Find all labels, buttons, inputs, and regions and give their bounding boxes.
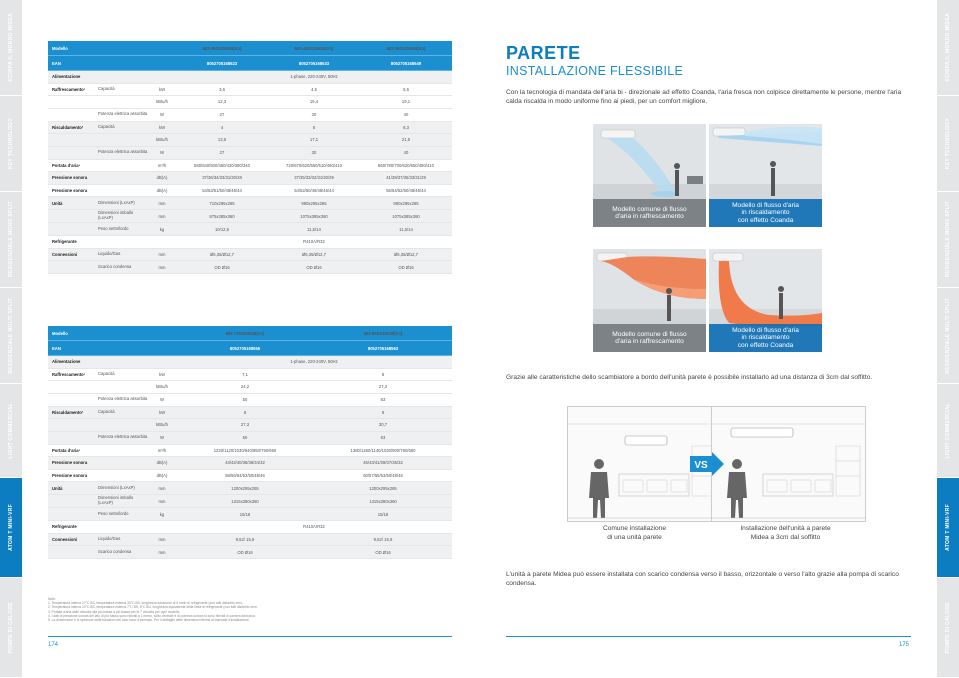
table-row [48, 369, 452, 382]
table-row [48, 457, 452, 470]
ean-code: 8052705168549 [390, 60, 422, 66]
row-value: 860/780/700/620/550/480/410 [378, 162, 434, 168]
photo-heating-coanda [709, 249, 822, 352]
sidebar-left-tab[interactable]: LIGHT COMMERCIAL [0, 384, 22, 478]
row-group-label: Alimentazione [52, 359, 81, 365]
row-value: 45/43/41/39/37/35/32 [363, 460, 403, 466]
row-value: 37/35/33/32/31/30/29 [294, 175, 334, 181]
table-row [48, 445, 452, 458]
install-paragraph: Grazie alle caratteristiche dello scambiatore a bordo dell'unità parete è possibile installarlo ad una distanza di 3cm dal soffitto. [506, 374, 873, 381]
model-name: MI2-71DGDN1B(A1) [225, 330, 265, 336]
row-unit: dB(A) [156, 460, 168, 466]
page-divider-right [506, 636, 911, 637]
row-unit: W [160, 397, 164, 402]
row-value: 9 [381, 409, 385, 415]
row-value-span: R410A/R32 [303, 239, 325, 245]
intro-paragraph: Con la tecnologia di mandata dell'aria bi - direzionale ad effetto Coanda, l'aria fresca non colpisce direttamente le persone, mentre l'aria calda riscalda in modo uniforme fino ai piedi, per un comfort migliore. [506, 89, 902, 105]
row-value: 15/18 [377, 511, 389, 517]
row-sub-label: Capacità [98, 85, 115, 91]
row-value: Ø6,35/Ø12,7 [210, 251, 234, 257]
row-group-label: Refrigerante [52, 239, 77, 245]
row-sub-label: Liquido/Gas [98, 250, 121, 256]
row-value: 13,6 [217, 137, 227, 143]
table-row [48, 172, 452, 185]
table-row [48, 147, 452, 160]
row-value: 580/540/500/460/420/380/340 [194, 162, 250, 168]
sidebar-left-tab[interactable]: RESIDENZIALE MONO SPLIT [0, 192, 22, 288]
ean-code: 8052705168563 [367, 345, 399, 351]
row-value: 30,7 [378, 422, 388, 428]
sidebar-right-tab[interactable]: KEY TECHNOLOGY [937, 96, 959, 192]
row-value: 1220/1120/1030/940/850/750/660 [213, 447, 277, 453]
photo-cooling-coanda [709, 124, 822, 227]
row-value: 27,3 [378, 384, 388, 390]
row-group-label: Alimentazione [52, 74, 81, 80]
header-label: Modello [52, 45, 68, 51]
row-group-label: Pressione sonora [52, 460, 88, 466]
note-line: 5. La dimensione e lo spessore delle tubazioni del tubo sono d'esempio. Per il dettaglio delle dimensioni riferirsi al manuale d'installazione. [48, 618, 250, 623]
table-row [48, 356, 452, 369]
model-name: MI2-36DGDN1B(A1) [202, 45, 242, 51]
table-header-row [48, 326, 452, 341]
sidebar-right-tab[interactable]: RESIDENZIALE MONO SPLIT [937, 192, 959, 288]
row-value: 63 [380, 435, 386, 440]
row-value: 40 [403, 112, 409, 117]
row-unit: mm [158, 213, 166, 219]
row-unit: kBtu/h [156, 137, 168, 143]
row-value: 30 [311, 150, 317, 155]
ean-label: EAN [52, 60, 61, 66]
row-value: 9,52/ 15,9 [373, 536, 393, 542]
row-value: 1200x295x265 [231, 485, 259, 491]
sidebar-left-tab[interactable]: KEY TECHNOLOGY [0, 96, 22, 192]
row-value: 27,3 [240, 422, 250, 428]
row-value: OD Ø16 [306, 264, 322, 270]
row-value-span: 1-phase, 220-240V, 50Hz [290, 359, 338, 365]
row-unit: dB(A) [156, 472, 168, 478]
row-value: 15/18 [239, 511, 251, 517]
row-value: Ø6,35/Ø12,7 [394, 251, 418, 257]
row-unit: mm [158, 549, 166, 555]
ean-row [48, 341, 452, 356]
table-row [48, 482, 452, 495]
row-value: 40 [403, 150, 409, 155]
row-group-label: Raffrescamento¹ [52, 371, 86, 377]
page-divider-left [48, 636, 452, 637]
caption-common-install: Comune installazione di una unità parete [602, 525, 667, 541]
table-row [48, 210, 452, 223]
row-value: 50 [242, 397, 248, 402]
row-unit: W [160, 435, 164, 440]
table-row [48, 134, 452, 147]
row-value: 4,5 [311, 86, 317, 92]
row-value-span: R410A/R32 [303, 524, 325, 530]
spec-table-1 [48, 41, 452, 274]
row-value: 24,2 [240, 384, 250, 390]
row-sub-label: Dimensioni imballo (LxAxP) [98, 495, 134, 505]
row-sub-label: Capacità [98, 123, 115, 129]
row-group-label: Refrigerante [52, 524, 77, 530]
ean-code: 8052705168556 [229, 345, 261, 351]
row-value: 875x385x360 [209, 213, 235, 219]
row-value: 21,5 [401, 137, 411, 143]
note-line: 2. Temperatura interna 20°C BS, temperatura esterna 7°C BS, 6°C BU, lunghezza equivalente della linea di refrigerante (con tutti dislivello zero. [48, 605, 258, 610]
row-sub-label: Potenza elettrica assorbita [98, 434, 148, 440]
table-row [48, 546, 452, 559]
row-sub-label: Potenza elettrica assorbita [98, 396, 148, 402]
row-value: 1200x295x265 [369, 485, 397, 491]
vs-label: VS [694, 460, 708, 471]
row-value: Ø6,35/Ø12,7 [302, 251, 326, 257]
notes-heading: Note: [48, 597, 56, 601]
table-row [48, 521, 452, 534]
row-value: 11,5/14 [307, 226, 321, 232]
page-number-right: 175 [899, 642, 910, 648]
page-title: PARETE [506, 43, 581, 63]
row-value: 710x295x265 [209, 200, 235, 206]
row-unit: W [160, 112, 164, 117]
row-value: 30 [311, 112, 317, 117]
row-value: 19,1 [401, 99, 411, 105]
sidebar-right [937, 0, 959, 678]
row-value: 5 [312, 124, 316, 130]
table-row [48, 109, 452, 122]
table-row [48, 381, 452, 394]
sidebar-right-tab[interactable]: RESIDENZIALE MULTI SPLIT [937, 288, 959, 384]
row-value: 50 [242, 435, 248, 440]
photo-heating-common [593, 249, 706, 352]
table-row [48, 236, 452, 249]
footnotes [48, 597, 452, 622]
note-line: 4. I dati di pressione sonora del lato di più basso sono rilevati a 1 metro, sotto centrale è di potenza sonora si sono rilevati in camera anecoica. [48, 613, 256, 618]
note-line: 3. Portata d'aria dalle velocità alla più bassa a più bassa per le 7 velocità per ogni modello. [48, 609, 181, 614]
row-unit: kBtu/h [156, 99, 168, 105]
row-value: 12,3 [217, 99, 227, 105]
row-unit: kW [158, 409, 166, 415]
note-line: 1. Temperatura interna 27°C BS, temperatura esterna 35°C BS, lunghezza tubazione di 5 metri di refrigerante (con tutti dislivello zero. [48, 601, 243, 606]
row-value: 63 [380, 397, 386, 402]
sidebar-right-tab[interactable]: LIGHT COMMERCIAL [937, 384, 959, 478]
row-value: 10/12,5 [215, 226, 229, 232]
row-group-label: Pressione sonora [52, 472, 88, 478]
table-row [48, 432, 452, 445]
row-value: 720/670/620/560/510/460/410 [286, 162, 342, 168]
row-sub-label: Scarico condensa [98, 548, 132, 554]
row-value: 1075x385x360 [300, 213, 328, 219]
row-value: 11,5/14 [399, 226, 413, 232]
row-group-label: Unità [52, 485, 63, 491]
row-value: 58/56/54/52/50/48/46 [225, 472, 265, 478]
row-value-span: 1-phase, 220-240V, 50Hz [290, 74, 338, 80]
row-value: 7,1 [242, 371, 248, 377]
row-unit: mm [158, 536, 166, 542]
row-value: 54/52/50/49/48/46/44 [294, 187, 334, 193]
row-sub-label: Dimensioni imballo (LxAxP) [98, 210, 134, 220]
row-value: 60/57/55/53/50/48/46 [363, 472, 403, 478]
row-value: 27 [219, 112, 225, 117]
row-group-label: Riscaldamento² [52, 124, 84, 130]
row-unit: kW [158, 124, 166, 130]
row-value: 8 [243, 409, 247, 415]
table-row [48, 407, 452, 420]
model-name: MI2-80DGDN1B(A1) [363, 330, 403, 336]
sidebar-left-tab-active[interactable]: ATOM T MINI-VRF [0, 478, 22, 578]
row-value: 9,52/ 15,9 [235, 536, 255, 542]
row-value: 1075x385x360 [392, 213, 420, 219]
row-unit: m³/h [157, 447, 167, 453]
row-sub-label: Dimensioni (LxAxP) [98, 484, 135, 490]
ean-code: 8052705168523 [206, 60, 238, 66]
photo-cooling-common [593, 124, 706, 227]
table-row [48, 470, 452, 483]
ean-code: 8052705168533 [298, 60, 330, 66]
row-group-label: Unità [52, 200, 63, 206]
table-row [48, 249, 452, 262]
row-value: 5,6 [403, 86, 409, 92]
table-row [48, 394, 452, 407]
sidebar-right-tab[interactable]: POMPE DI CALORE [937, 578, 959, 678]
row-group-label: Pressione sonora [52, 187, 88, 193]
row-unit: dB(A) [156, 175, 168, 181]
row-value: 15,4 [309, 99, 319, 105]
row-sub-label: Liquido/Gas [98, 535, 121, 541]
row-group-label: Raffrescamento¹ [52, 86, 86, 92]
row-unit: kBtu/h [156, 384, 168, 390]
row-value: 44/42/40/38/36/34/32 [225, 460, 265, 466]
row-group-label: Riscaldamento² [52, 409, 84, 415]
table-row [48, 96, 452, 109]
ean-label: EAN [52, 345, 61, 351]
row-sub-label: Peso netto/lordo [98, 510, 129, 516]
row-value: 1380/1260/1140/1020/900/780/660 [350, 447, 416, 453]
row-sub-label: Peso netto/lordo [98, 225, 129, 231]
row-sub-label: Scarico condensa [98, 263, 132, 269]
row-value: 54/53/51/50/48/46/44 [202, 187, 242, 193]
table-row [48, 534, 452, 547]
row-sub-label: Potenza elettrica assorbita [98, 149, 148, 155]
illustration-midea-install [711, 406, 866, 522]
table-row [48, 185, 452, 198]
row-sub-label: Capacità [98, 370, 115, 376]
row-value: 990x295x265 [301, 200, 327, 206]
sidebar-right-tab[interactable]: ECHIPA IL MONDO MIDEA [937, 0, 959, 96]
row-value: 6,3 [403, 124, 409, 130]
row-value: 3,6 [219, 86, 225, 92]
row-value: 56/54/52/50/48/46/44 [386, 187, 426, 193]
header-label: Modello [52, 330, 68, 336]
row-value: 27 [219, 150, 225, 155]
table-row [48, 197, 452, 210]
model-name: MI2-56DGDN1B(A1) [386, 45, 426, 51]
row-group-label: Portata d'aria³ [52, 447, 80, 453]
photo-caption: Modello comune di flusso d'aria in raffrescamento [593, 324, 706, 352]
page-number-left: 174 [48, 642, 59, 648]
model-name: MI2-45DGDN1B(A1) [294, 45, 334, 51]
row-value: 4 [220, 124, 224, 130]
row-unit: kW [158, 86, 166, 92]
row-sub-label: Potenza elettrica assorbita [98, 111, 148, 117]
row-unit: mm [158, 251, 166, 257]
sidebar-left-tab[interactable]: RESIDENZIALE MULTI SPLIT [0, 288, 22, 384]
row-unit: dB(A) [156, 187, 168, 193]
table-row [48, 84, 452, 97]
table-row [48, 160, 452, 173]
ean-row [48, 56, 452, 71]
sidebar-left-tab[interactable]: ECHIPA IL MONDO MIDEA [0, 0, 22, 96]
row-sub-label: Dimensioni (LxAxP) [98, 199, 135, 205]
table-row [48, 122, 452, 135]
row-unit: kW [158, 371, 166, 377]
table-row [48, 71, 452, 84]
row-unit: mm [158, 264, 166, 270]
sidebar-left [0, 0, 22, 678]
row-unit: kg [159, 511, 165, 517]
row-group-label: Connessioni [52, 536, 78, 542]
row-value: OD Ø16 [375, 549, 391, 555]
row-value: 41/39/37/35/33/31/29 [386, 175, 426, 181]
sidebar-right-tab-active[interactable]: ATOM T MINI-VRF [937, 478, 959, 578]
row-value: OD Ø16 [398, 264, 414, 270]
spec-table-2 [48, 326, 452, 559]
row-value: 990x295x265 [393, 200, 419, 206]
table-row [48, 508, 452, 521]
table-row [48, 419, 452, 432]
row-unit: W [160, 150, 164, 155]
table-row [48, 495, 452, 508]
drain-paragraph: L'unità a parete Midea può essere installata con scarico condensa verso il basso, orizzontale o verso l'alto grazie alla pompa di scarico condensa. [506, 571, 899, 587]
row-unit: mm [158, 485, 166, 491]
row-value: OD Ø16 [237, 549, 253, 555]
row-value: 1315x380x360 [369, 498, 397, 504]
row-value: 1315x380x360 [231, 498, 259, 504]
row-value: 8 [381, 371, 385, 377]
row-unit: m³/h [157, 162, 167, 168]
table-row [48, 261, 452, 274]
caption-midea-install: Installazione dell'unità a parete Midea a 3cm dal soffitto [740, 525, 831, 541]
table-row [48, 223, 452, 236]
photo-caption: Modello di flusso d'aria in riscaldamento con effetto Coanda [709, 324, 822, 352]
row-value: 37/36/34/33/31/30/28 [202, 175, 242, 181]
row-unit: kg [159, 226, 165, 232]
row-group-label: Connessioni [52, 251, 78, 257]
photo-caption: Modello comune di flusso d'aria in raffrescamento [593, 199, 706, 227]
row-unit: mm [158, 498, 166, 504]
row-value: OD Ø16 [214, 264, 230, 270]
photo-caption: Modello di flusso d'aria in riscaldamento con effetto Coanda [709, 199, 822, 227]
row-sub-label: Capacità [98, 408, 115, 414]
sidebar-left-tab[interactable]: POMPE DI CALORE [0, 578, 22, 678]
vs-arrow-icon [690, 452, 724, 476]
row-unit: mm [158, 200, 166, 206]
row-value: 17,1 [309, 137, 319, 143]
table-header-row [48, 41, 452, 56]
row-group-label: Portata d'aria³ [52, 162, 80, 168]
row-unit: kBtu/h [156, 422, 168, 428]
row-group-label: Pressione sonora [52, 175, 88, 181]
page-subtitle: INSTALLAZIONE FLESSIBILE [506, 64, 684, 78]
